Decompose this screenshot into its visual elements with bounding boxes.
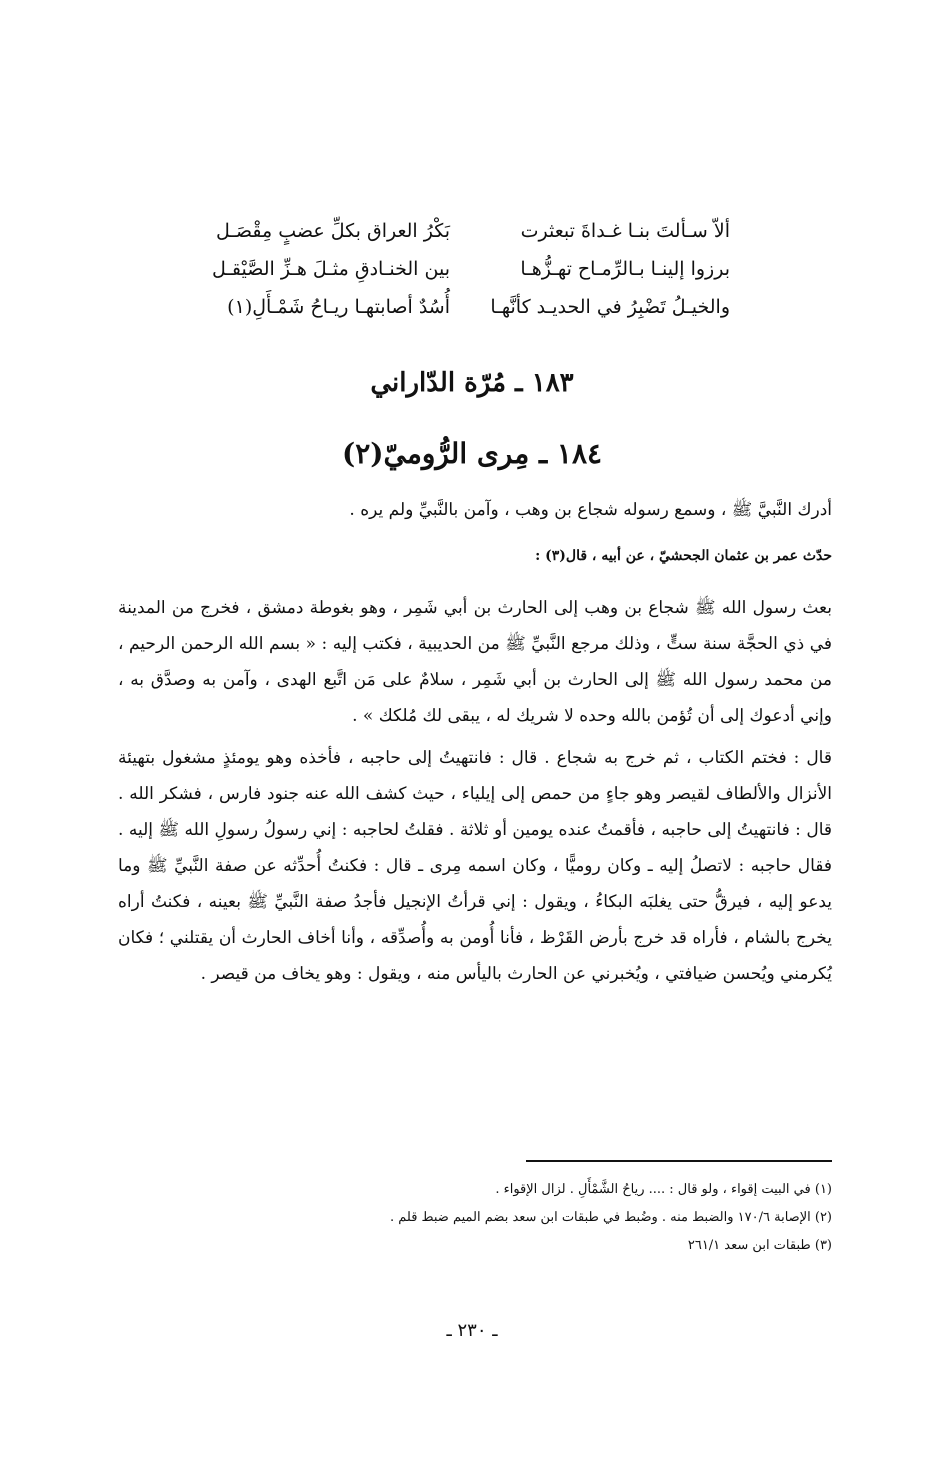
footnotes [118,1176,832,1260]
verse-second-hemistich: بين الخنـادقِ مثـلَ هـزِّ الصَّيْقـل [211,258,450,280]
footnote-3: (٣) طبقات ابن سعد ٢٦١/١ [687,1238,832,1253]
body-paragraph-1: بعث رسول الله ﷺ شجاع بن وهب إلى الحارث بن أبي شَمِر ، وهو بغوطة دمشق ، فخرج من المدينة في ذي الحجَّة سنة ستٍّ ، وذلك مرجع النَّبيِّ ﷺ من الحديبية ، فكتب إليه : « بسم الله الرحمن الرحيم ، من محمد رسول الله ﷺ إلى الحارث بن أبي شَمِر ، سلامٌ على مَن اتَّبع الهدى ، وآمن به وصدَّق به ، وإني أدعوك إلى أن تُؤمن بالله وحده لا شريك له ، يبقى لك مُلكك » . [118,598,832,726]
isnad-line: حدّث عمر بن عثمان الجحشيّ ، عن أبيه ، قال(٣) : [535,548,832,564]
poem-verses [160,220,760,334]
verse-line [160,220,760,258]
entry-intro: أدرك النَّبيَّ ﷺ ، وسمع رسوله شجاع بن وهب ، وآمن بالنَّبيِّ ولم يره . [349,500,832,520]
page-number: ـ ٢٣٠ ـ [446,1320,498,1341]
verse-first-hemistich: ألاّ سـألتَ بنـا غـداةَ تبعثرت [520,220,730,242]
verse-line [160,258,760,296]
verse-line [160,296,760,334]
entry-heading-183: ١٨٣ ـ مُرّة الدّاراني [370,368,574,398]
footnote-divider [526,1160,832,1162]
verse-first-hemistich: والخيـلُ تَضْبِرُ في الحديـد كأنَّهـا [490,296,730,318]
body-paragraph-2: قال : فختم الكتاب ، ثم خرج به شجاع . قال : فانتهيتُ إلى حاجبه ، فأخذه وهو يومئذٍ مشغول بتهيئة الأنزال والألطاف لقيصر وهو جاءٍ من حمص إلى إيلياء ، حيث كشف الله عنه جنود فارس ، فشكر الله . قال : فانتهيتُ إلى حاجبه ، فأقمتُ عنده يومين أو ثلاثة . فقلتُ لحاجبه : إني رسولُ رسولِ الله ﷺ إليه . فقال حاجبه : لاتصلُ إليه ـ وكان روميًّا ، وكان اسمه مِرى ـ قال : فكنتُ أُحدِّثه عن صفة النَّبيِّ ﷺ وما يدعو إليه ، فيرقُّ حتى يغلبَه البكاءُ ، ويقول : إني قرأتُ الإنجيل فأجدُ صفة النَّبيِّ ﷺ بعينه ، فكنتُ أراه يخرج بالشام ، فأراه قد خرج بأرض القَرْظ ، فأنا أُومن به وأُصدِّقه ، وأنا أخاف الحارث أن يقتلني ؛ فكان يُكرمني ويُحسن ضيافتي ، ويُخبرني عن الحارث باليأس منه ، ويقول : وهو يخاف من قيصر . [118,748,832,984]
footnote-2: (٢) الإصابة ١٧٠/٦ والضبط منه . وضُبط في طبقات ابن سعد بضم الميم ضبط قلم . [389,1210,832,1225]
verse-first-hemistich: برزوا إلينـا بـالرِّمـاح تهـزُّهـا [520,258,730,280]
verse-second-hemistich: أُسُدٌ أصابتهـا ريـاحُ شَمْـأَلِ(١) [227,296,450,318]
verse-second-hemistich: بَكْرُ العراق بكلِّ عضبٍ مِقْصَـل [215,220,450,242]
entry-heading-184: ١٨٤ ـ مِرى الرُّوميّ(٢) [341,437,603,470]
footnote-1: (١) في البيت إقواء ، ولو قال : .... رياحُ الشَّمْأَلِ . لزال الإقواء . [495,1182,832,1197]
